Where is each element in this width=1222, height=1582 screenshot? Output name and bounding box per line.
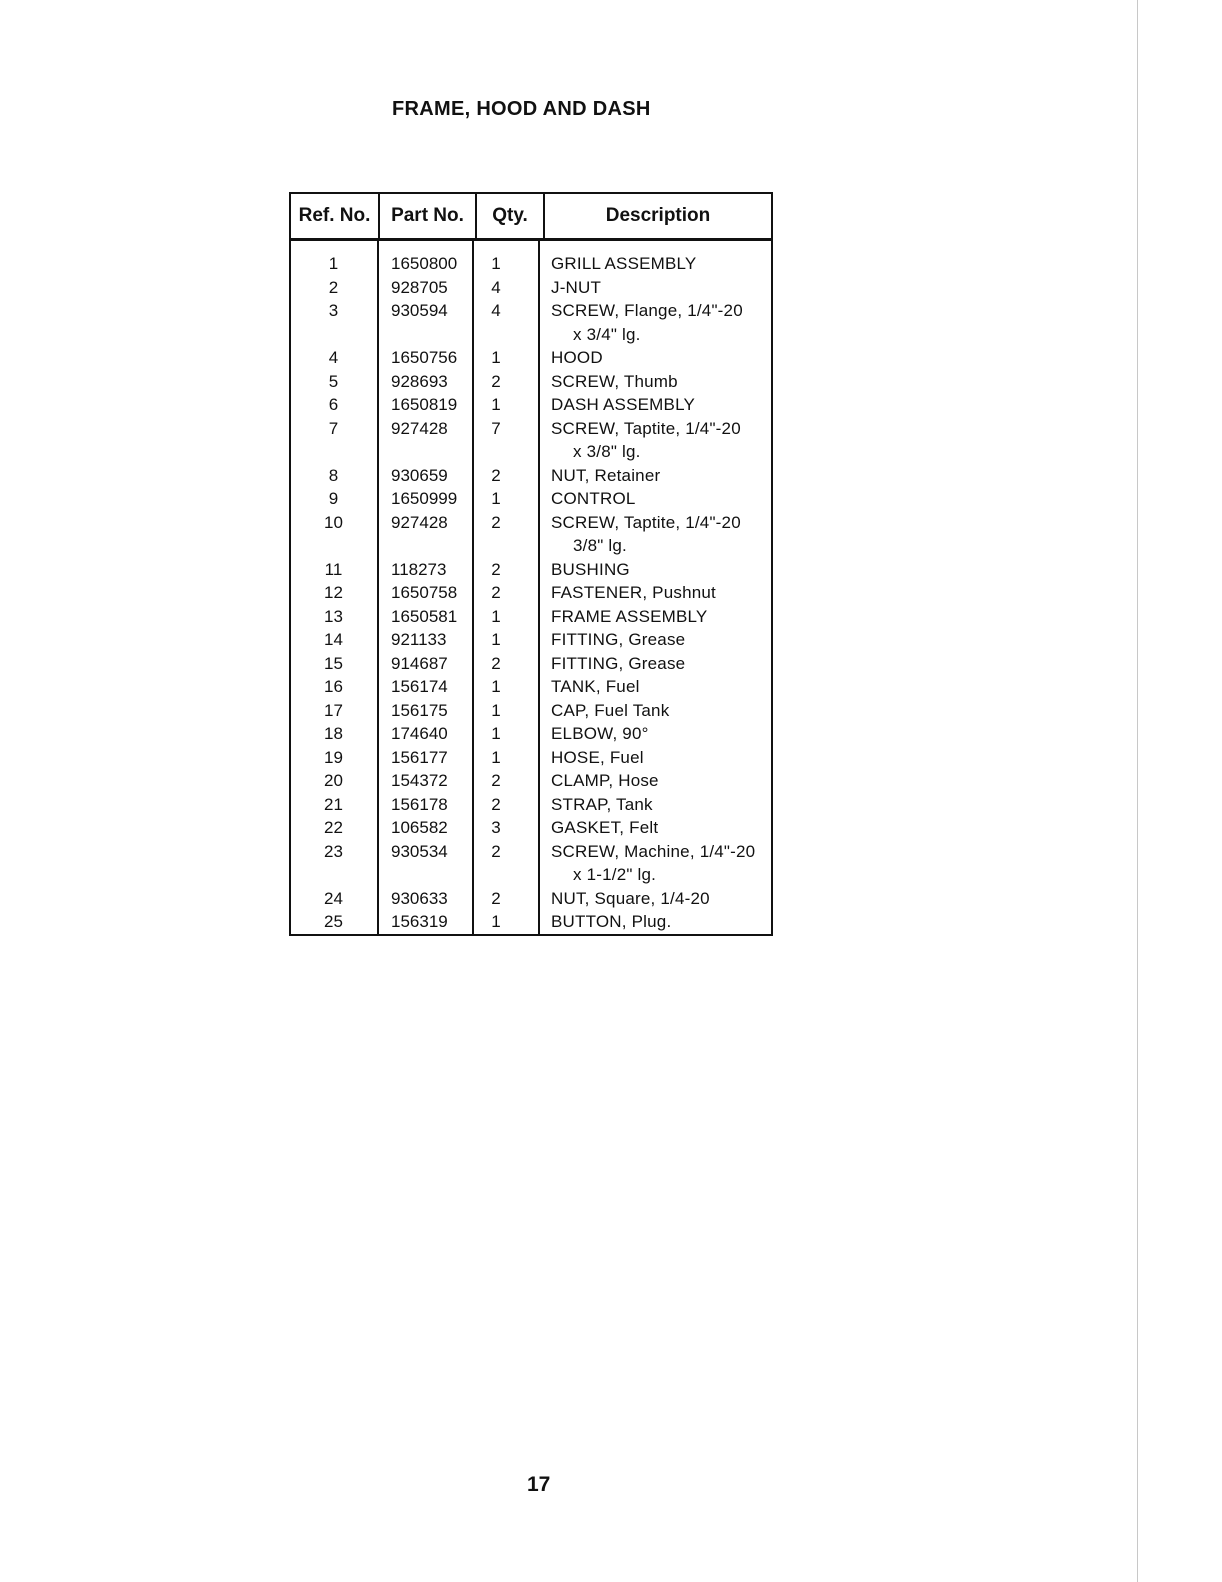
description-text: DASH ASSEMBLY (551, 395, 696, 414)
part-no-cell: 106582 (391, 818, 448, 837)
qty-cell: 2 (491, 841, 501, 861)
part-no-cell: 1650999 (391, 489, 458, 508)
table-row (291, 628, 771, 652)
part-no-cell: 156178 (391, 794, 448, 814)
description-text: SCREW, Machine, 1/4"-20 (551, 841, 756, 861)
description-continuation: x 1-1/2" lg. (573, 865, 657, 884)
description-text: FRAME ASSEMBLY (551, 606, 708, 626)
description-cell (539, 346, 771, 370)
description-text: HOOD (551, 348, 603, 367)
description-cell (539, 793, 771, 817)
description-cell (539, 252, 771, 276)
qty-cell: 1 (491, 254, 501, 273)
part-no-cell: 930594 (391, 301, 448, 320)
table-row (291, 417, 771, 464)
description-cell (539, 746, 771, 770)
part-no-cell: 1650581 (391, 606, 458, 626)
qty-cell: 1 (491, 606, 501, 626)
part-no-cell: 930633 (391, 888, 448, 908)
description-cell (539, 699, 771, 723)
part-no-cell: 914687 (391, 653, 448, 673)
description-cell (539, 675, 771, 699)
qty-cell: 3 (491, 818, 501, 837)
part-no-cell: 930534 (391, 841, 448, 861)
description-text: J-NUT (551, 277, 602, 297)
qty-cell: 1 (491, 348, 501, 367)
description-cell (539, 840, 771, 887)
part-no-cell: 927428 (391, 512, 448, 532)
ref-no-cell: 22 (324, 818, 343, 837)
qty-cell: 2 (491, 512, 501, 532)
table-row (291, 699, 771, 723)
part-no-cell: 930659 (391, 465, 448, 485)
description-text: FITTING, Grease (551, 630, 686, 649)
description-text: SCREW, Thumb (551, 371, 678, 391)
ref-no-cell: 25 (324, 912, 343, 931)
description-text: FASTENER, Pushnut (551, 583, 716, 602)
description-cell (539, 887, 771, 911)
part-no-cell: 921133 (391, 630, 447, 649)
table-row (291, 840, 771, 887)
part-no-cell: 927428 (391, 418, 448, 438)
description-continuation: x 3/4" lg. (573, 324, 641, 344)
description-cell (539, 417, 771, 464)
description-cell (539, 487, 771, 511)
qty-cell: 2 (491, 771, 501, 790)
ref-no-cell: 6 (328, 395, 339, 414)
part-no-cell: 1650819 (391, 395, 458, 414)
ref-no-cell: 23 (324, 841, 343, 861)
description-cell (539, 299, 771, 346)
qty-cell: 2 (491, 888, 501, 908)
table-row (291, 299, 771, 346)
part-no-cell: 928705 (391, 277, 448, 297)
description-text: SCREW, Taptite, 1/4"-20 (551, 512, 741, 532)
qty-cell: 7 (491, 418, 501, 438)
ref-no-cell: 10 (324, 512, 343, 532)
ref-no-cell: 24 (324, 888, 343, 908)
qty-cell: 1 (491, 724, 501, 743)
qty-cell: 2 (491, 559, 501, 579)
ref-no-cell: 15 (324, 653, 343, 673)
qty-cell: 1 (491, 395, 501, 414)
description-cell (539, 370, 771, 394)
table-row (291, 252, 771, 276)
ref-no-cell: 14 (324, 630, 343, 649)
description-cell (539, 722, 771, 746)
description-cell (539, 769, 771, 793)
ref-no-cell: 17 (324, 700, 343, 720)
description-text: ELBOW, 90° (551, 724, 649, 743)
ref-no-cell: 5 (328, 371, 339, 391)
page-number: 17 (527, 1473, 551, 1496)
description-text: BUTTON, Plug. (551, 912, 672, 931)
part-no-cell: 1650756 (391, 348, 458, 367)
description-cell (539, 464, 771, 488)
description-cell (539, 393, 771, 417)
description-text: FITTING, Grease (551, 653, 686, 673)
ref-no-cell: 18 (324, 724, 343, 743)
qty-cell: 2 (491, 583, 501, 602)
table-row (291, 393, 771, 417)
description-cell (539, 605, 771, 629)
part-no-cell: 174640 (391, 724, 448, 743)
table-row (291, 793, 771, 817)
part-no-cell: 156319 (391, 912, 448, 931)
table-row (291, 487, 771, 511)
description-text: NUT, Square, 1/4-20 (551, 888, 710, 908)
table-row (291, 464, 771, 488)
description-cell (539, 628, 771, 652)
qty-cell: 2 (491, 794, 501, 814)
table-row (291, 887, 771, 911)
description-cell (539, 276, 771, 300)
qty-cell: 1 (491, 489, 501, 508)
table-row (291, 276, 771, 300)
part-no-cell: 928693 (391, 371, 448, 391)
ref-no-cell: 11 (324, 559, 343, 579)
table-row (291, 346, 771, 370)
table-row (291, 652, 771, 676)
qty-cell: 1 (491, 677, 501, 696)
ref-no-cell: 4 (328, 348, 339, 367)
description-text: GASKET, Felt (551, 818, 659, 837)
description-text: CONTROL (551, 489, 636, 508)
description-cell (539, 652, 771, 676)
description-cell (539, 816, 771, 840)
ref-no-cell: 20 (324, 771, 343, 790)
ref-no-cell: 16 (324, 677, 343, 696)
table-row (291, 722, 771, 746)
part-no-cell: 156175 (391, 700, 448, 720)
description-continuation: x 3/8" lg. (573, 442, 641, 461)
ref-no-cell: 3 (328, 301, 339, 320)
description-text: GRILL ASSEMBLY (551, 254, 697, 273)
ref-no-cell: 9 (328, 489, 339, 508)
description-cell (539, 511, 771, 558)
table-row (291, 558, 771, 582)
table-row (291, 769, 771, 793)
description-cell (539, 581, 771, 605)
page-edge-rule (1137, 0, 1138, 1582)
description-text: CLAMP, Hose (551, 771, 659, 790)
page-title: FRAME, HOOD AND DASH (392, 98, 651, 120)
part-no-cell: 156177 (391, 747, 448, 767)
part-no-cell: 1650758 (391, 583, 458, 602)
qty-cell: 2 (491, 653, 501, 673)
description-text: BUSHING (551, 559, 630, 579)
table-row (291, 581, 771, 605)
part-no-cell: 1650800 (391, 254, 458, 273)
description-text: SCREW, Taptite, 1/4"-20 (551, 418, 741, 438)
header-ref-no: Ref. No. (291, 194, 380, 238)
description-continuation: 3/8" lg. (573, 536, 627, 555)
ref-no-cell: 12 (324, 583, 343, 602)
description-text: TANK, Fuel (551, 677, 640, 696)
table-row (291, 816, 771, 840)
qty-cell: 2 (491, 371, 501, 391)
ref-no-cell: 8 (328, 465, 339, 485)
parts-table (289, 192, 773, 936)
part-no-cell: 154372 (391, 771, 448, 790)
table-row (291, 910, 771, 934)
header-description: Description (605, 205, 711, 226)
qty-cell: 1 (491, 630, 501, 649)
header-part-no: Part No. (380, 194, 477, 238)
description-text: NUT, Retainer (551, 465, 661, 485)
part-no-cell: 118273 (391, 559, 447, 579)
description-text: CAP, Fuel Tank (551, 700, 670, 720)
table-row (291, 370, 771, 394)
ref-no-cell: 21 (324, 794, 343, 814)
header-qty: Qty. (477, 194, 545, 238)
qty-cell: 1 (491, 747, 501, 767)
table-row (291, 511, 771, 558)
table-body (291, 241, 771, 934)
ref-no-cell: 2 (328, 277, 339, 297)
ref-no-cell: 19 (324, 747, 343, 767)
description-text: HOSE, Fuel (551, 747, 644, 767)
qty-cell: 4 (491, 301, 501, 320)
description-text: SCREW, Flange, 1/4"-20 (551, 301, 743, 320)
qty-cell: 2 (491, 465, 501, 485)
qty-cell: 1 (491, 700, 501, 720)
description-text: STRAP, Tank (551, 794, 653, 814)
description-cell (539, 910, 771, 934)
qty-cell: 1 (491, 912, 501, 931)
description-cell (539, 558, 771, 582)
ref-no-cell: 13 (324, 606, 343, 626)
table-row (291, 605, 771, 629)
ref-no-cell: 1 (328, 254, 339, 273)
ref-no-cell: 7 (328, 418, 339, 438)
table-row (291, 675, 771, 699)
table-row (291, 746, 771, 770)
table-header (291, 194, 771, 241)
qty-cell: 4 (491, 277, 501, 297)
part-no-cell: 156174 (391, 677, 448, 696)
